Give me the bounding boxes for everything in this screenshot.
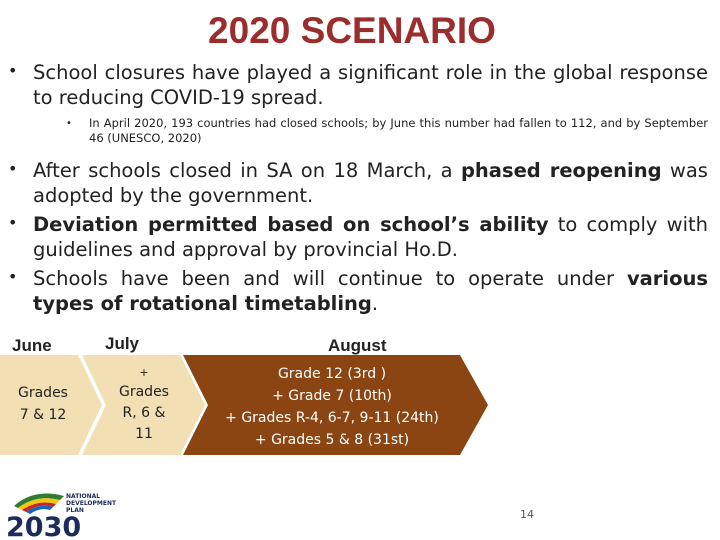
june-line: 7 & 12 (19, 407, 67, 423)
bullet-deviation (8, 212, 708, 262)
bullet-text: After schools closed in SA on 18 March, a (33, 159, 461, 182)
logo-text-bottom: PLAN (66, 507, 84, 514)
july-line: 11 (135, 426, 153, 442)
bullet-emphasis: various types of rotational timetabling (33, 267, 708, 315)
ndp-2030-logo (4, 486, 134, 538)
bullet-emphasis: Deviation permitted based on school’s ability (33, 213, 549, 236)
june-grades (8, 382, 78, 426)
july-grades (106, 364, 182, 445)
page-number: 14 (520, 508, 534, 521)
bullet-marker: • (8, 213, 18, 232)
august-line: + Grades 5 & 8 (31st) (254, 432, 410, 448)
july-line: + (139, 366, 149, 379)
august-grades (210, 363, 454, 451)
bullet-marker: • (8, 267, 18, 286)
bullet-text: School closures have played a significant role in the global response to reducing COVID-19 spread. (33, 61, 708, 109)
bullet-list (8, 60, 708, 316)
slide-title: 2020 SCENARIO (208, 10, 496, 51)
logo-text-top: NATIONAL (66, 493, 101, 500)
bullet-text: was adopted by the government. (33, 159, 708, 207)
bullet-text: . (371, 292, 379, 315)
label-june: June (12, 336, 52, 355)
bullet-rotational (8, 266, 708, 316)
bullet-emphasis: phased reopening (460, 159, 662, 182)
august-line: + Grade 7 (10th) (272, 388, 392, 404)
july-line: Grades (119, 384, 169, 400)
august-line: + Grades R-4, 6-7, 9-11 (24th) (225, 410, 439, 426)
logo-text-mid: DEVELOPMENT (66, 500, 117, 507)
sub-bullet-unesco (66, 116, 708, 146)
august-line: Grade 12 (3rd ) (277, 366, 387, 382)
label-august: August (328, 336, 387, 355)
bullet-school-closures (8, 60, 708, 110)
june-line: Grades (18, 385, 68, 401)
sub-bullet-text: In April 2020, 193 countries had closed schools; by June this number had fallen to 112, and by September 46 (UNESCO, 2020) (89, 116, 708, 145)
label-july: July (105, 334, 140, 353)
bullet-text: to comply with guidelines and approval by provincial Ho.D. (33, 213, 708, 261)
bullet-text: Schools have been and will continue to operate under (33, 267, 627, 290)
bullet-phased-reopening (8, 158, 708, 208)
bullet-marker: • (66, 118, 72, 129)
bullet-marker: • (8, 61, 18, 80)
july-line: R, 6 & (122, 405, 166, 421)
bullet-marker: • (8, 159, 18, 178)
logo-year: 2030 (6, 512, 82, 538)
